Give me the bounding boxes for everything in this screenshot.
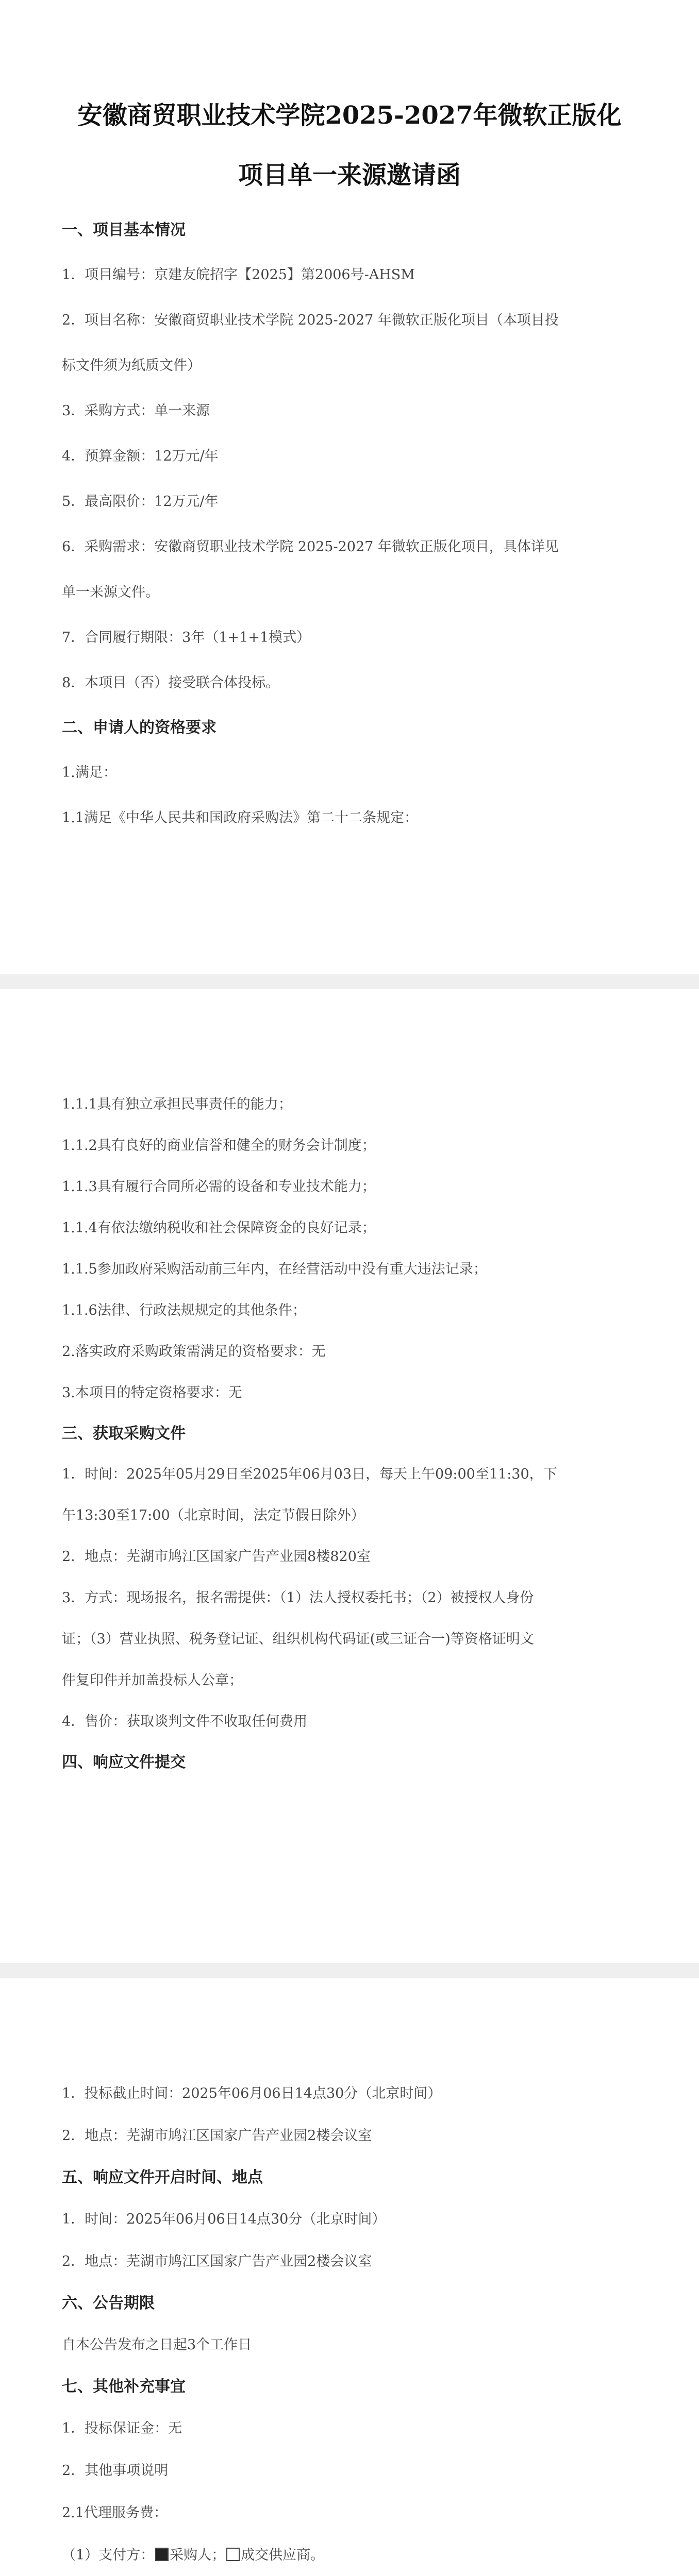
section-6-heading: 六、公告期限 <box>62 2294 155 2312</box>
document-page-1 <box>0 0 699 974</box>
qualification-1-1: 1.1满足《中华人民共和国政府采购法》第二十二条规定： <box>62 810 418 826</box>
section-2-heading: 二、申请人的资格要求 <box>62 719 217 737</box>
document-page-2 <box>0 989 699 1963</box>
announcement-period: 自本公告发布之日起3个工作日 <box>62 2337 252 2353</box>
title-line-1: 安徽商贸职业技术学院2025-2027年微软正版化 <box>77 101 622 130</box>
submission-location: 2．地点：芜湖市鸠江区国家广告产业园2楼会议室 <box>62 2128 372 2144</box>
payer-line <box>62 2543 637 2568</box>
section-4-heading: 四、响应文件提交 <box>62 1753 186 1771</box>
unchecked-box-icon <box>226 2548 240 2561</box>
section-3-heading: 三、获取采购文件 <box>62 1425 186 1443</box>
opening-location: 2．地点：芜湖市鸠江区国家广告产业园2楼会议室 <box>62 2253 372 2269</box>
project-name-line-1: 2．项目名称：安徽商贸职业技术学院 2025-2027 年微软正版化项目（本项目投 <box>62 312 559 328</box>
project-number: 1．项目编号：京建友皖招字【2025】第2006号-AHSM <box>62 267 415 283</box>
document-title <box>62 0 637 205</box>
payer-label: （1）支付方： <box>62 2547 155 2563</box>
agency-fee: 2.1代理服务费： <box>62 2505 168 2521</box>
acquire-method-line-1: 3．方式：现场报名，报名需提供：（1）法人授权委托书；（2）被授权人身份 <box>62 1590 534 1606</box>
section-7-heading: 七、其他补充事宜 <box>62 2378 186 2396</box>
acquire-price: 4．售价：获取谈判文件不收取任何费用 <box>62 1714 308 1730</box>
requirements-line-1: 6．采购需求：安徽商贸职业技术学院 2025-2027 年微软正版化项目，具体详见 <box>62 539 559 555</box>
section-5-heading: 五、响应文件开启时间、地点 <box>62 2168 263 2187</box>
procurement-method: 3．采购方式：单一来源 <box>62 403 210 419</box>
other-notes: 2．其他事项说明 <box>62 2463 169 2479</box>
max-price: 5．最高限价：12万元/年 <box>62 494 219 510</box>
submission-deadline: 1．投标截止时间：2025年06月06日14点30分（北京时间） <box>62 2086 442 2102</box>
section-1-heading: 一、项目基本情况 <box>62 221 186 239</box>
qualification-1-1-3: 1.1.3具有履行合同所必需的设备和专业技术能力； <box>62 1179 376 1195</box>
bid-bond: 1．投标保证金：无 <box>62 2420 182 2436</box>
qualification-1-1-4: 1.1.4有依法缴纳税收和社会保障资金的良好记录； <box>62 1220 376 1236</box>
qualification-1-1-5: 1.1.5参加政府采购活动前三年内，在经营活动中没有重大违法记录； <box>62 1261 487 1277</box>
acquire-location: 2．地点：芜湖市鸠江区国家广告产业园8楼820室 <box>62 1549 371 1565</box>
payer-option-purchaser: 采购人； <box>170 2547 226 2563</box>
qualification-1-1-1: 1.1.1具有独立承担民事责任的能力； <box>62 1096 292 1112</box>
budget-amount: 4．预算金额：12万元/年 <box>62 448 219 464</box>
project-name-line-2: 标文件须为纸质文件） <box>62 358 201 374</box>
consortium-note: 8．本项目（否）接受联合体投标。 <box>62 675 280 691</box>
contract-period: 7．合同履行期限：3年（1+1+1模式） <box>62 630 311 646</box>
checked-box-icon <box>155 2548 169 2561</box>
acquire-method-line-2: 证；（3）营业执照、税务登记证、组织机构代码证(或三证合一)等资格证明文 <box>62 1631 534 1647</box>
opening-time: 1．时间：2025年06月06日14点30分（北京时间） <box>62 2211 386 2227</box>
acquire-time-line-1: 1．时间：2025年05月29日至2025年06月03日，每天上午09:00至11:30，下 <box>62 1466 557 1482</box>
acquire-time-line-2: 午13:30至17:00（北京时间，法定节假日除外） <box>62 1507 365 1523</box>
qualification-1: 1.满足： <box>62 765 117 781</box>
title-line-2: 项目单一来源邀请函 <box>238 161 461 190</box>
document-page-3 <box>0 1978 699 2576</box>
requirements-line-2: 单一来源文件。 <box>62 584 159 600</box>
qualification-1-1-6: 1.1.6法律、行政法规规定的其他条件； <box>62 1302 306 1318</box>
qualification-3: 3.本项目的特定资格要求：无 <box>62 1385 242 1401</box>
acquire-method-line-3: 件复印件并加盖投标人公章； <box>62 1672 243 1688</box>
qualification-2: 2.落实政府采购政策需满足的资格要求：无 <box>62 1344 326 1360</box>
qualification-1-1-2: 1.1.2具有良好的商业信誉和健全的财务会计制度； <box>62 1138 376 1154</box>
payer-option-supplier: 成交供应商。 <box>241 2547 325 2563</box>
